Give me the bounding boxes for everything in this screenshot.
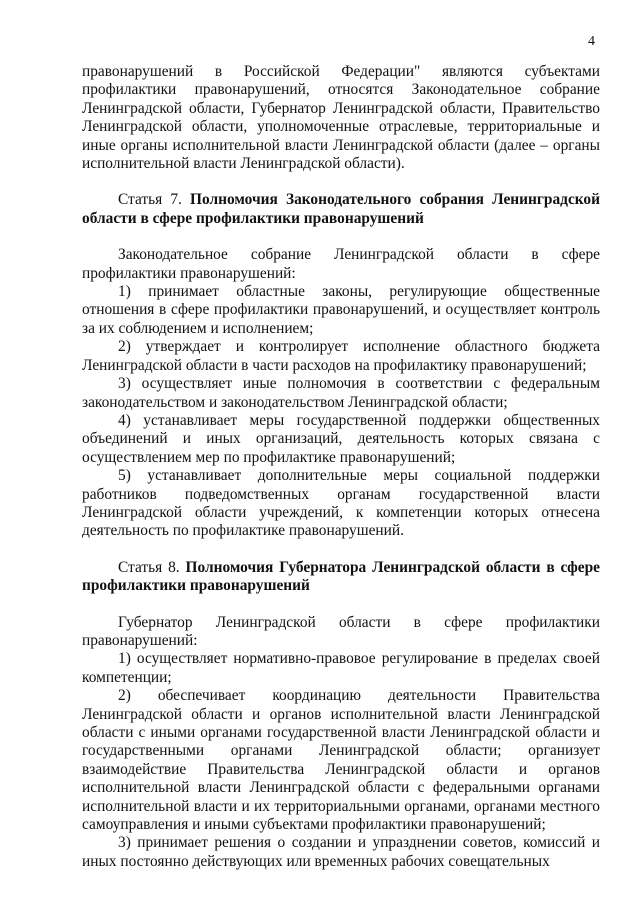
article-7-item-5: 5) устанавливает дополнительные меры социальной поддержки работников подведомственных органам государственной власти Ленинградской области учреждений, к компетенции которых отнесена деятельность по профилактике правонарушений.: [82, 467, 600, 540]
article-8-item-1: 1) осуществляет нормативно-правовое регулирование в пределах своей компетенции;: [82, 650, 600, 686]
article-7-item-4: 4) устанавливает меры государственной поддержки общественных объединений и иных организаций, деятельность которых связана с осуществлением мер по профилактике правонарушений;: [82, 411, 600, 466]
page-number: 4: [588, 34, 595, 49]
article-8-lead: Губернатор Ленинградской области в сфере профилактики правонарушений:: [82, 613, 600, 649]
article-7-prefix: Статья 7.: [118, 191, 182, 209]
article-8-title: Полномочия Губернатора Ленинградской области в сфере профилактики правонарушений: [82, 558, 600, 595]
article-8-prefix: Статья 8.: [118, 558, 180, 576]
article-8-item-2: 2) обеспечивает координацию деятельности Правительства Ленинградской области и органов исполнительной власти Ленинградской области с иными органами государственной власти Ленинградской области и государственными органами Ленинградской области; организует взаимодействие Правительства Ленинградской области и органов исполнительной власти Ленинградской области с федеральными органами исполнительной власти и их территориальными органами, органами местного самоуправления и иными субъектами профилактики правонарушений;: [82, 687, 600, 834]
intro-paragraph: правонарушений в Российской Федерации" являются субъектами профилактики правонарушений, относятся Законодательное собрание Ленинградской области, Губернатор Ленинградской области, Правительство Ленинградской области, уполномоченные отраслевые, территориальные и иные органы исполнительной власти Ленинградской области (далее – органы исполнительной власти Ленинградской области).: [82, 63, 600, 173]
article-7-lead: Законодательное собрание Ленинградской области в сфере профилактики правонарушений:: [82, 246, 600, 282]
article-7-item-3: 3) осуществляет иные полномочия в соответствии с федеральным законодательством и законодательством Ленинградской области;: [82, 375, 600, 411]
article-7-heading: [82, 191, 600, 228]
article-7-title: Полномочия Законодательного собрания Ленинградской области в сфере профилактики правонарушений: [82, 191, 600, 227]
article-8-heading: [82, 559, 600, 596]
article-7-item-1: 1) принимает областные законы, регулирующие общественные отношения в сфере профилактики правонарушений, и осуществляет контроль за их соблюдением и исполнением;: [82, 283, 600, 337]
article-8-item-3: 3) принимает решения о создании и упразднении советов, комиссий и иных постоянно действующих или временных рабочих совещательных: [82, 834, 600, 870]
article-7-item-2: 2) утверждает и контролирует исполнение областного бюджета Ленинградской области в части расходов на профилактику правонарушений;: [82, 338, 600, 374]
document-body: [82, 63, 600, 871]
